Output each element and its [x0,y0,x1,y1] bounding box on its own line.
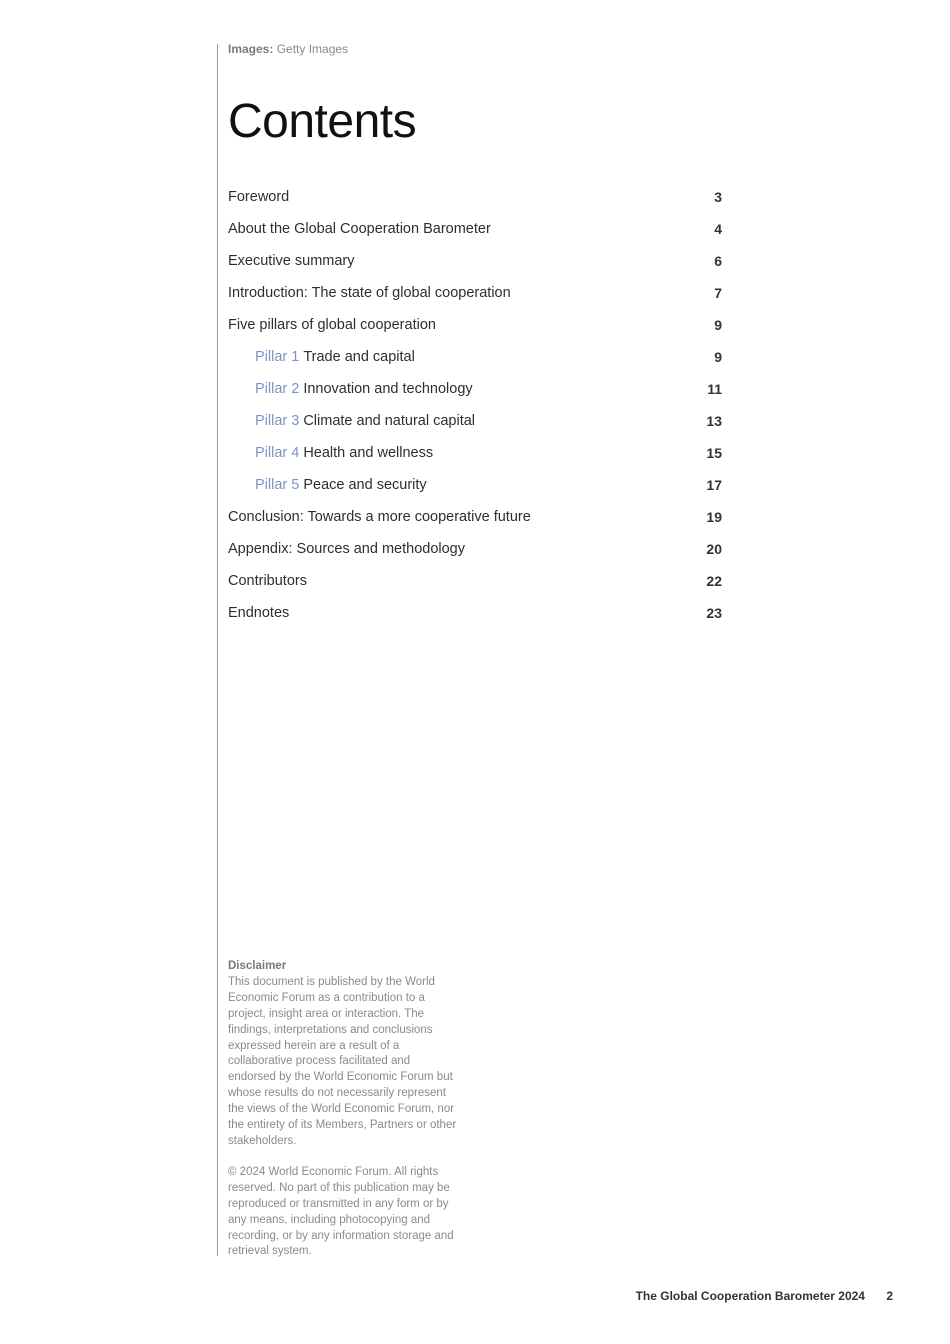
image-credit-label: Images: [228,42,274,56]
toc-item-page: 20 [706,541,722,557]
toc-item-pillar-3[interactable] [228,405,722,437]
pillar-number: Pillar 1 [255,349,300,365]
toc-item-label: Endnotes [228,605,290,621]
toc-item-five-pillars[interactable] [228,309,722,341]
toc-item-pillar-1[interactable] [228,341,722,373]
image-credit-value: Getty Images [276,42,349,56]
pillar-number: Pillar 5 [255,477,300,493]
toc-item-page: 7 [714,285,722,301]
toc-item-label: Health and wellness [303,445,434,461]
page-footer [636,1289,893,1303]
toc-item-page: 15 [706,445,722,461]
toc-item-foreword[interactable] [228,181,722,213]
toc-item-page: 22 [706,573,722,589]
toc-item-pillar-2[interactable] [228,373,722,405]
toc-item-contributors[interactable] [228,565,722,597]
toc-item-page: 9 [714,317,722,333]
toc-item-label: Contributors [228,573,307,589]
toc-item-page: 3 [714,189,722,205]
toc-item-text [255,445,433,461]
disclaimer-title: Disclaimer [228,960,287,972]
toc-item-text [255,413,475,429]
toc-item-text [255,477,427,493]
toc-item-label: Conclusion: Towards a more cooperative future [228,509,531,525]
toc-item-page: 23 [706,605,722,621]
toc-item-pillar-4[interactable] [228,437,722,469]
toc-item-conclusion[interactable] [228,501,722,533]
toc-item-about[interactable] [228,213,722,245]
toc-item-page: 17 [706,477,722,493]
toc-item-introduction[interactable] [228,277,722,309]
page-title: Contents [228,95,417,148]
toc-item-label: Five pillars of global cooperation [228,317,436,333]
toc-item-endnotes[interactable] [228,597,722,629]
pillar-number: Pillar 3 [255,413,300,429]
copyright-notice: © 2024 World Economic Forum. All rights reserved. No part of this publication may be reproduced or transmitted in any form or by any means, including photocopying and recording, or by any information storage and retrieval system. [228,1165,454,1258]
toc-item-label: Appendix: Sources and methodology [228,541,465,557]
table-of-contents [228,181,722,629]
toc-item-page: 19 [706,509,722,525]
toc-item-text [255,349,415,365]
toc-item-page: 6 [714,253,722,269]
pillar-number: Pillar 4 [255,445,300,461]
toc-item-page: 4 [714,221,722,237]
footer-page-number: 2 [886,1289,893,1303]
disclaimer-body: This document is published by the World Economic Forum as a contribution to a project, insight area or interaction. The findings, interpretations and conclusions expressed herein are a result of a collaborative process facilitated and endorsed by the World Economic Forum but whose results do not necessarily represent the views of the World Economic Forum, nor the entirety of its Members, Partners or other stakeholders. [228,975,457,1147]
toc-item-page: 13 [706,413,722,429]
toc-item-label: About the Global Cooperation Barometer [228,221,491,237]
toc-item-pillar-5[interactable] [228,469,722,501]
toc-item-executive-summary[interactable] [228,245,722,277]
image-credit [228,42,348,56]
toc-item-label: Introduction: The state of global cooperation [228,285,511,301]
footer-publication-title: The Global Cooperation Barometer 2024 [635,1289,865,1303]
disclaimer [228,959,458,1260]
toc-item-label: Trade and capital [303,349,415,365]
pillar-number: Pillar 2 [255,381,300,397]
toc-item-page: 11 [707,381,722,397]
toc-item-label: Climate and natural capital [303,413,476,429]
toc-item-label: Peace and security [303,477,427,493]
toc-item-label: Executive summary [228,253,355,269]
toc-item-text [255,381,473,397]
toc-item-label: Foreword [228,189,290,205]
margin-rule [217,44,218,1256]
toc-item-page: 9 [714,349,722,365]
toc-item-label: Innovation and technology [303,381,473,397]
toc-item-appendix[interactable] [228,533,722,565]
